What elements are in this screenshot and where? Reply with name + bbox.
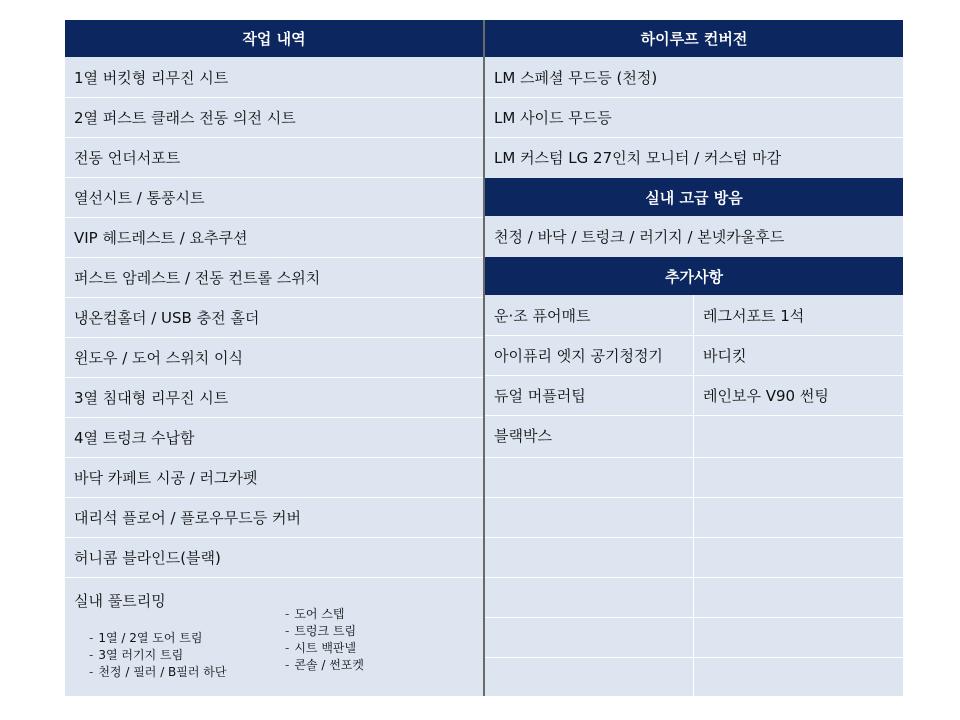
row-divider	[65, 537, 483, 538]
row-divider	[485, 375, 903, 376]
extras-header: 추가사항	[485, 257, 903, 295]
row-divider	[65, 377, 483, 378]
highroof-item: LM 스페셜 무드등 (천정)	[494, 68, 658, 87]
left-item: 1열 버킷형 리무진 시트	[74, 68, 229, 87]
row-divider	[65, 457, 483, 458]
row-divider	[485, 457, 903, 458]
row-divider	[485, 617, 903, 618]
left-item: 3열 침대형 리무진 시트	[74, 388, 229, 407]
extra-item: 운·조 퓨어매트	[494, 306, 591, 325]
soundproof-header: 실내 고급 방음	[485, 178, 903, 216]
trim-sub-item: - 천정 / 필러 / B필러 하단	[89, 665, 227, 679]
column-divider	[483, 20, 485, 696]
left-item: 4열 트렁크 수납함	[74, 428, 195, 447]
row-divider	[65, 497, 483, 498]
left-item: 대리석 플로어 / 플로우무드등 커버	[74, 508, 301, 527]
row-divider	[65, 417, 483, 418]
trim-sub-item: - 시트 백판넬	[285, 641, 357, 655]
highroof-item: LM 커스텀 LG 27인치 모니터 / 커스텀 마감	[494, 148, 782, 167]
extra-item: 레그서포트 1석	[703, 306, 805, 325]
row-divider	[485, 537, 903, 538]
left-item: 퍼스트 암레스트 / 전동 컨트롤 스위치	[74, 268, 321, 287]
row-divider	[485, 657, 903, 658]
trim-sub-item: - 3열 러기지 트림	[89, 648, 184, 662]
work-table	[65, 20, 903, 696]
row-divider	[65, 577, 483, 578]
row-divider	[485, 97, 903, 98]
extra-item: 블랙박스	[494, 426, 552, 445]
extra-item: 바디킷	[703, 346, 747, 365]
row-divider	[65, 297, 483, 298]
row-divider	[65, 97, 483, 98]
row-divider	[485, 497, 903, 498]
extra-item: 듀얼 머플러팁	[494, 386, 586, 405]
trim-list-1	[89, 630, 226, 681]
left-item: 허니콤 블라인드(블랙)	[74, 548, 221, 567]
left-item: VIP 헤드레스트 / 요추쿠션	[74, 228, 248, 247]
row-divider	[485, 137, 903, 138]
row-divider	[65, 177, 483, 178]
extra-item: 레인보우 V90 썬팅	[703, 386, 829, 405]
row-divider	[485, 415, 903, 416]
row-divider	[485, 335, 903, 336]
highroof-header: 하이루프 컨버전	[485, 20, 903, 57]
extra-item: 아이퓨리 엣지 공기청정기	[494, 346, 663, 365]
left-item: 열선시트 / 통풍시트	[74, 188, 205, 207]
soundproof-item: 천정 / 바닥 / 트렁크 / 러기지 / 본넷카울후드	[494, 228, 785, 246]
row-divider	[65, 257, 483, 258]
trim-sub-item: - 콘솔 / 썬포켓	[285, 658, 364, 672]
left-item: 바닥 카페트 시공 / 러그카펫	[74, 468, 258, 487]
highroof-item: LM 사이드 무드등	[494, 108, 612, 127]
left-item: 윈도우 / 도어 스위치 이식	[74, 348, 244, 367]
row-divider	[485, 577, 903, 578]
trim-title: 실내 풀트리밍	[74, 592, 166, 610]
row-divider	[65, 337, 483, 338]
row-divider	[65, 137, 483, 138]
trim-list-2	[285, 606, 364, 674]
trim-sub-item: - 트렁크 트림	[285, 624, 357, 638]
left-item: 냉온컵홀더 / USB 충전 홀더	[74, 308, 260, 327]
trim-sub-item: - 1열 / 2열 도어 트림	[89, 631, 203, 645]
left-item: 전동 언더서포트	[74, 148, 181, 167]
extras-column-divider	[693, 295, 694, 696]
left-header: 작업 내역	[65, 20, 483, 57]
row-divider	[65, 217, 483, 218]
trim-sub-item: - 도어 스텝	[285, 607, 345, 621]
left-item: 2열 퍼스트 클래스 전동 의전 시트	[74, 108, 296, 127]
